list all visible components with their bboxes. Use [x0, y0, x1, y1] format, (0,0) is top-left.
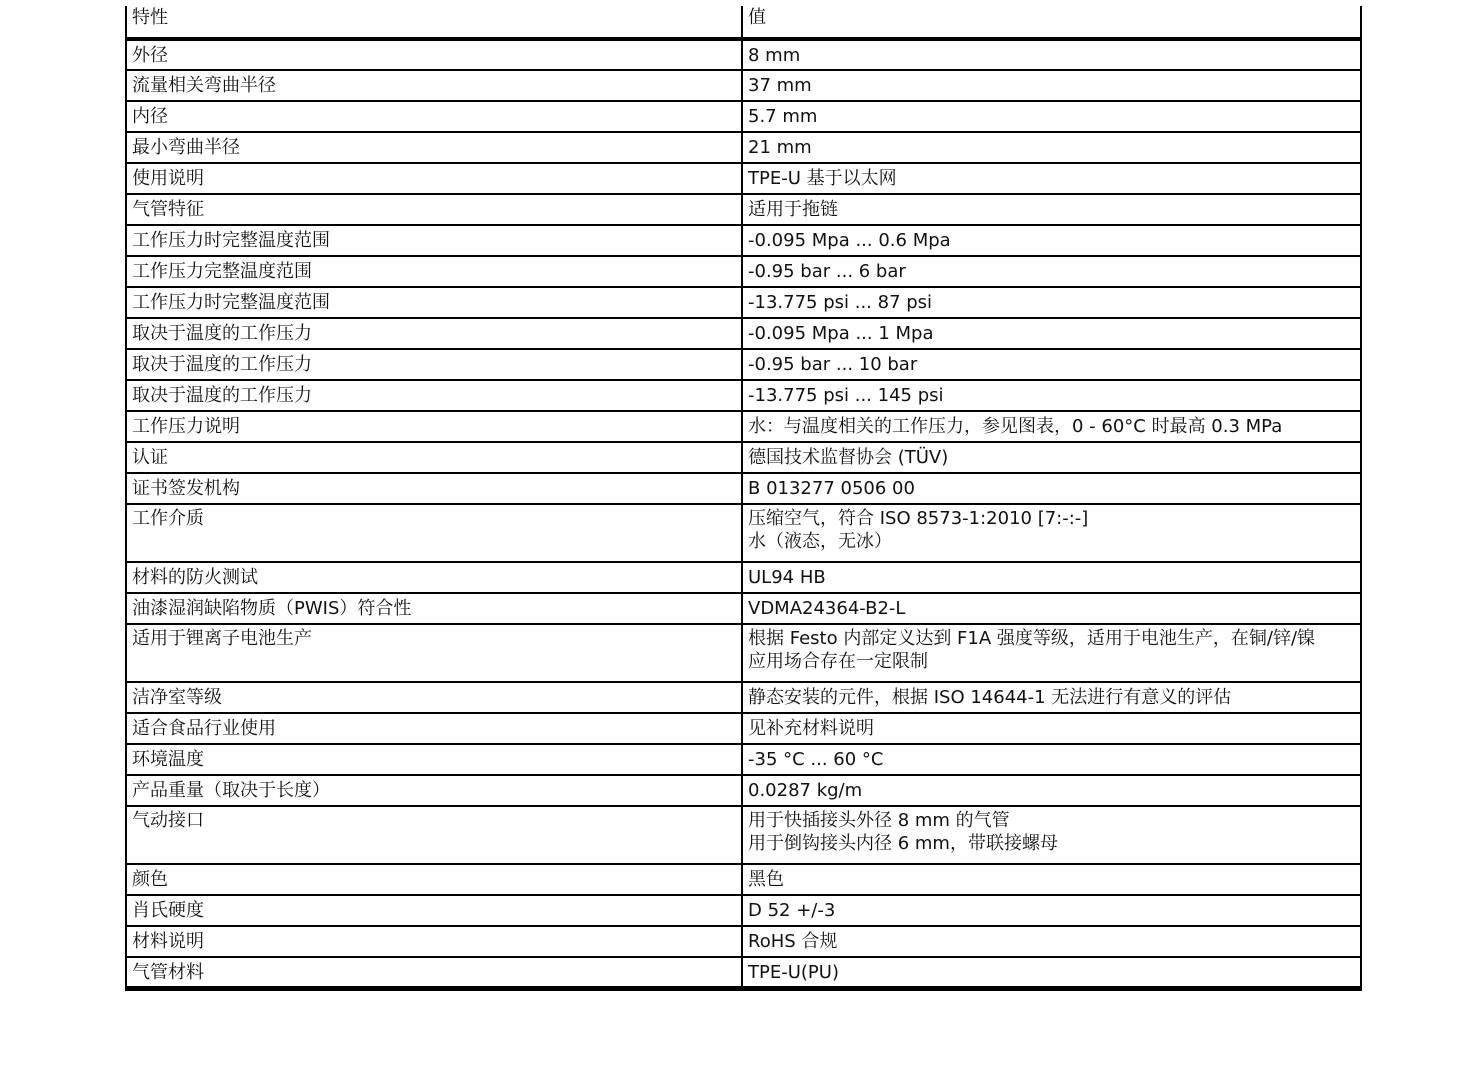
property-value: D 52 +/-3	[742, 895, 1361, 926]
table-body	[126, 39, 1361, 988]
property-label: 颜色	[126, 864, 742, 895]
table-row	[126, 225, 1361, 256]
property-value: 21 mm	[742, 132, 1361, 163]
property-value: TPE-U(PU)	[742, 957, 1361, 988]
table-row	[126, 132, 1361, 163]
table-row	[126, 287, 1361, 318]
table-row	[126, 864, 1361, 895]
property-value: 适用于拖链	[742, 194, 1361, 225]
property-label: 取决于温度的工作压力	[126, 349, 742, 380]
property-value: TPE-U 基于以太网	[742, 163, 1361, 194]
property-value: 见补充材料说明	[742, 713, 1361, 744]
property-value: 根据 Festo 内部定义达到 F1A 强度等级，适用于电池生产，在铜/锌/镍 应用场合存在一定限制	[742, 624, 1361, 682]
property-value: 用于快插接头外径 8 mm 的气管 用于倒钩接头内径 6 mm，带联接螺母	[742, 806, 1361, 864]
property-value: -35 °C ... 60 °C	[742, 744, 1361, 775]
table-row	[126, 806, 1361, 864]
property-label: 工作压力时完整温度范围	[126, 287, 742, 318]
table-row	[126, 411, 1361, 442]
table-row	[126, 713, 1361, 744]
table-row	[126, 926, 1361, 957]
property-value: 37 mm	[742, 70, 1361, 101]
property-label: 油漆湿润缺陷物质（PWIS）符合性	[126, 593, 742, 624]
property-value: UL94 HB	[742, 562, 1361, 593]
property-value: RoHS 合规	[742, 926, 1361, 957]
table-row	[126, 957, 1361, 988]
property-label: 适合食品行业使用	[126, 713, 742, 744]
table-row	[126, 744, 1361, 775]
property-value: -13.775 psi ... 87 psi	[742, 287, 1361, 318]
property-label: 取决于温度的工作压力	[126, 318, 742, 349]
property-value: B 013277 0506 00	[742, 473, 1361, 504]
table-row	[126, 562, 1361, 593]
table-header-row	[126, 6, 1361, 39]
property-label: 工作压力说明	[126, 411, 742, 442]
table-row	[126, 318, 1361, 349]
property-label: 内径	[126, 101, 742, 132]
property-label: 肖氏硬度	[126, 895, 742, 926]
table-row	[126, 473, 1361, 504]
property-label: 取决于温度的工作压力	[126, 380, 742, 411]
spec-sheet	[125, 6, 1360, 991]
property-value: 静态安装的元件，根据 ISO 14644-1 无法进行有意义的评估	[742, 682, 1361, 713]
property-label: 产品重量（取决于长度）	[126, 775, 742, 806]
spec-table	[125, 6, 1362, 991]
property-label: 流量相关弯曲半径	[126, 70, 742, 101]
property-label: 材料的防火测试	[126, 562, 742, 593]
table-row	[126, 194, 1361, 225]
property-label: 洁净室等级	[126, 682, 742, 713]
table-row	[126, 682, 1361, 713]
property-value: 8 mm	[742, 39, 1361, 70]
property-value: 德国技术监督协会 (TÜV)	[742, 442, 1361, 473]
property-value: 0.0287 kg/m	[742, 775, 1361, 806]
property-label: 材料说明	[126, 926, 742, 957]
table-row	[126, 101, 1361, 132]
property-label: 认证	[126, 442, 742, 473]
property-value: 水：与温度相关的工作压力，参见图表，0 - 60°C 时最高 0.3 MPa	[742, 411, 1361, 442]
property-value: 5.7 mm	[742, 101, 1361, 132]
property-label: 适用于锂离子电池生产	[126, 624, 742, 682]
property-label: 环境温度	[126, 744, 742, 775]
property-value: 压缩空气，符合 ISO 8573-1:2010 [7:-:-] 水（液态，无冰）	[742, 504, 1361, 562]
property-label: 外径	[126, 39, 742, 70]
table-row	[126, 349, 1361, 380]
table-row	[126, 70, 1361, 101]
property-value: -0.095 Mpa ... 0.6 Mpa	[742, 225, 1361, 256]
property-label: 最小弯曲半径	[126, 132, 742, 163]
property-value: -13.775 psi ... 145 psi	[742, 380, 1361, 411]
property-value: VDMA24364-B2-L	[742, 593, 1361, 624]
property-label: 气管材料	[126, 957, 742, 988]
property-value: -0.95 bar ... 6 bar	[742, 256, 1361, 287]
property-value: -0.095 Mpa ... 1 Mpa	[742, 318, 1361, 349]
property-label: 工作介质	[126, 504, 742, 562]
header-value: 值	[742, 6, 1361, 39]
property-label: 使用说明	[126, 163, 742, 194]
table-row	[126, 504, 1361, 562]
header-property: 特性	[126, 6, 742, 39]
table-row	[126, 442, 1361, 473]
table-row	[126, 39, 1361, 70]
table-row	[126, 593, 1361, 624]
property-label: 气动接口	[126, 806, 742, 864]
table-row	[126, 624, 1361, 682]
property-value: -0.95 bar ... 10 bar	[742, 349, 1361, 380]
table-row	[126, 775, 1361, 806]
property-value: 黑色	[742, 864, 1361, 895]
property-label: 气管特征	[126, 194, 742, 225]
table-row	[126, 163, 1361, 194]
table-row	[126, 256, 1361, 287]
property-label: 证书签发机构	[126, 473, 742, 504]
table-row	[126, 895, 1361, 926]
table-row	[126, 380, 1361, 411]
property-label: 工作压力时完整温度范围	[126, 225, 742, 256]
property-label: 工作压力完整温度范围	[126, 256, 742, 287]
